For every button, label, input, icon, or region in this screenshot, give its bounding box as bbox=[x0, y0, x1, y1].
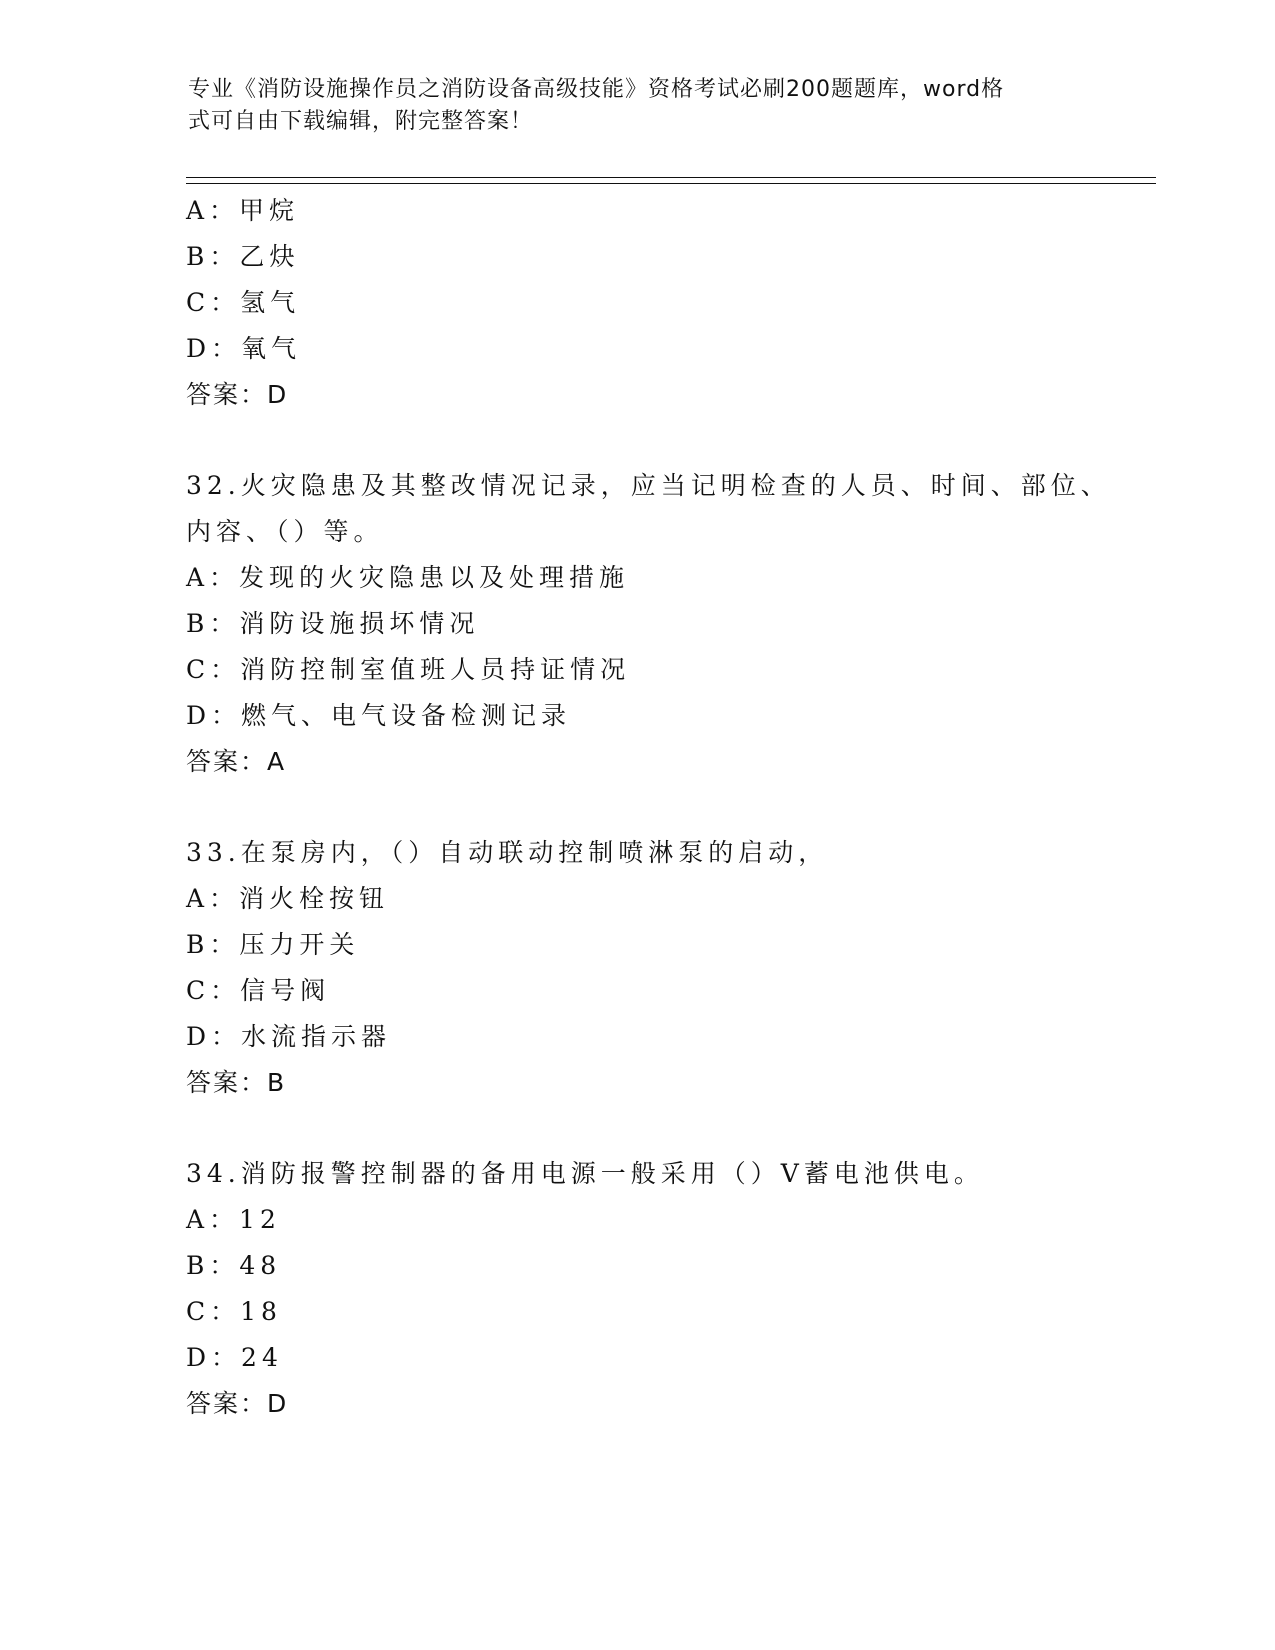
option-c: C：消防控制室值班人员持证情况 bbox=[186, 655, 631, 684]
answer: 答案：B bbox=[186, 1068, 287, 1097]
question-stem-line-2: 内容、（）等。 bbox=[186, 517, 384, 546]
option-a: A：消火栓按钮 bbox=[186, 884, 390, 913]
question-stem-line-1: 33.在泵房内，（）自动联动控制喷淋泵的启动， bbox=[186, 838, 829, 867]
option-d: D：水流指示器 bbox=[186, 1022, 392, 1051]
question-stem-line-1: 32.火灾隐患及其整改情况记录，应当记明检查的人员、时间、部位、 bbox=[186, 471, 1111, 500]
question-33 bbox=[186, 830, 1086, 1106]
option-b: B：压力开关 bbox=[186, 930, 360, 959]
option-d: D：氧气 bbox=[186, 334, 302, 363]
option-b: B：消防设施损坏情况 bbox=[186, 609, 480, 638]
option-b: B：乙炔 bbox=[186, 242, 300, 271]
option-c: C：信号阀 bbox=[186, 976, 331, 1005]
spacer bbox=[186, 785, 1086, 830]
question-stem-line-1: 34.消防报警控制器的备用电源一般采用（）V蓄电池供电。 bbox=[186, 1159, 984, 1188]
option-a: A：12 bbox=[186, 1205, 281, 1234]
option-a: A：发现的火灾隐患以及处理措施 bbox=[186, 563, 630, 592]
option-c: C：18 bbox=[186, 1297, 282, 1326]
question-32 bbox=[186, 463, 1111, 785]
answer: 答案：D bbox=[186, 380, 289, 409]
header-line-2: 式可自由下载编辑，附完整答案！ bbox=[188, 109, 534, 134]
question-34 bbox=[186, 1151, 1086, 1427]
spacer bbox=[186, 418, 1086, 463]
option-c: C：氢气 bbox=[186, 288, 301, 317]
option-d: D：24 bbox=[186, 1343, 283, 1372]
answer: 答案：D bbox=[186, 1389, 289, 1418]
header-line-1: 专业《消防设施操作员之消防设备高级技能》资格考试必刷200题题库，word格 bbox=[188, 77, 1005, 102]
option-a: A：甲烷 bbox=[186, 196, 300, 225]
option-d: D：燃气、电气设备检测记录 bbox=[186, 701, 572, 730]
spacer bbox=[186, 1106, 1086, 1151]
header-divider-bottom bbox=[186, 183, 1156, 184]
question-list bbox=[186, 188, 1111, 1427]
answer: 答案：A bbox=[186, 747, 287, 776]
option-b: B：48 bbox=[186, 1251, 282, 1280]
document-header bbox=[188, 74, 1088, 138]
header-divider-top bbox=[186, 177, 1156, 178]
question-31 bbox=[186, 188, 1086, 418]
